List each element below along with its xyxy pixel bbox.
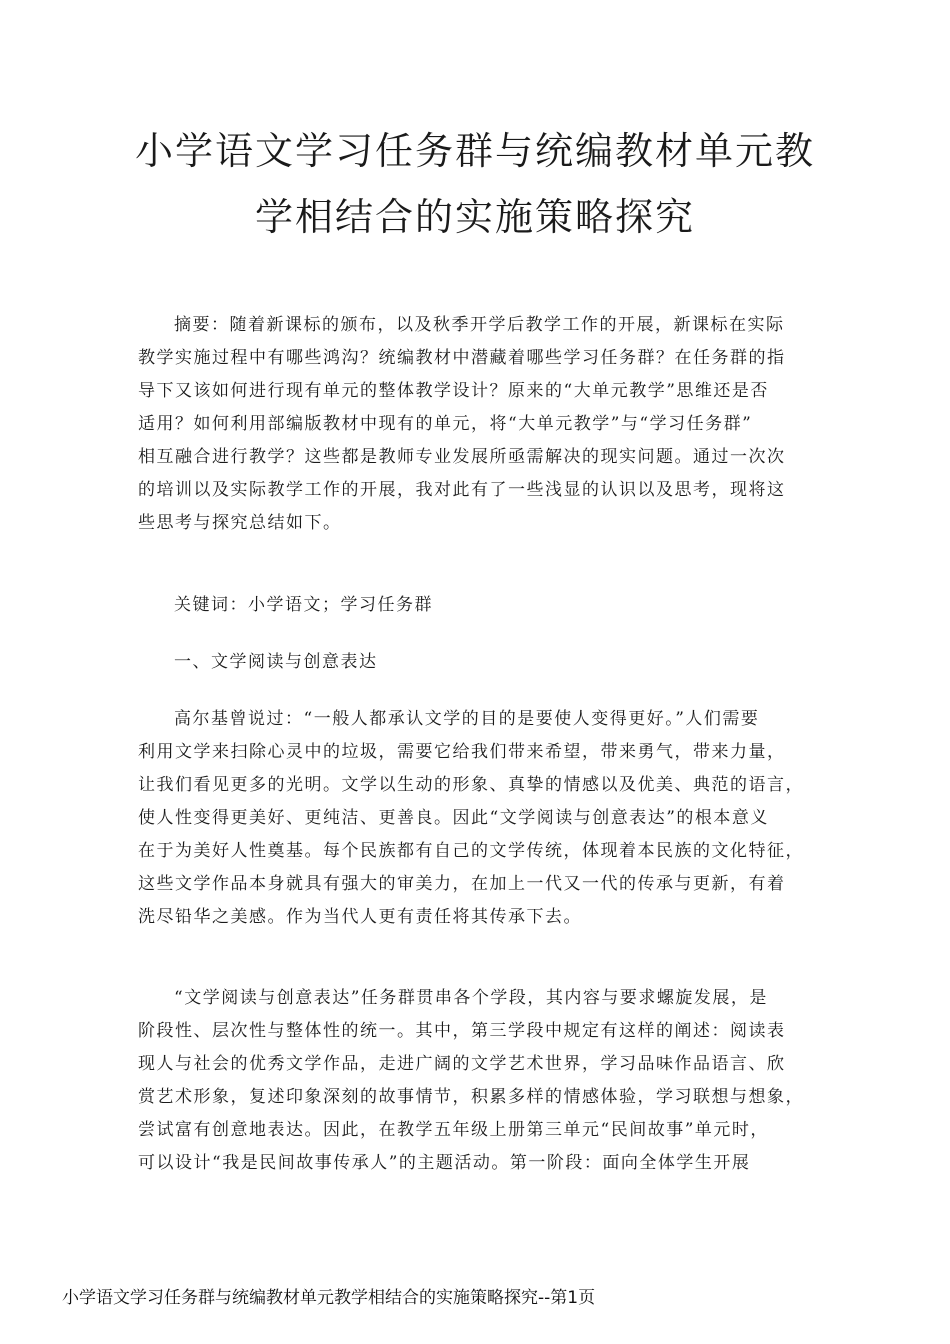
- section-heading-text: 一、文学阅读与创意表达: [174, 652, 378, 672]
- abstract-line: 导下又该如何进行现有单元的整体教学设计？原来的“大单元教学”思维还是否: [138, 381, 769, 401]
- document-title-line-1: 小学语文学习任务群与统编教材单元教: [134, 129, 815, 173]
- paragraph-line: 赏艺术形象，复述印象深刻的故事情节，积累多样的情感体验，学习联想与想象，: [138, 1087, 804, 1107]
- paragraph-line: 尝试富有创意地表达。因此，在教学五年级上册第三单元“民间故事”单元时，: [138, 1120, 769, 1140]
- paragraph-line: 这些文学作品本身就具有强大的审美力，在加上一代又一代的传承与更新，有着: [138, 874, 786, 894]
- paragraph-line: 阶段性、层次性与整体性的统一。其中，第三学段中规定有这样的阐述：阅读表: [138, 1021, 786, 1041]
- keywords-line: 关键词：小学语文；学习任务群: [174, 595, 433, 615]
- paragraph-line: 现人与社会的优秀文学作品，走进广阔的文学艺术世界，学习品味作品语言、欣: [138, 1054, 786, 1074]
- abstract-line: 些思考与探究总结如下。: [138, 513, 342, 533]
- paragraph-line: 可以设计“我是民间故事传承人”的主题活动。第一阶段：面向全体学生开展: [138, 1153, 751, 1173]
- abstract-line: 适用？如何利用部编版教材中现有的单元，将“大单元教学”与“学习任务群”: [138, 414, 753, 434]
- paragraph-line: 使人性变得更美好、更纯洁、更善良。因此“文学阅读与创意表达”的根本意义: [138, 808, 769, 828]
- paragraph-line: 利用文学来扫除心灵中的垃圾，需要它给我们带来希望，带来勇气，带来力量，: [138, 742, 786, 762]
- abstract-line: 的培训以及实际教学工作的开展，我对此有了一些浅显的认识以及思考，现将这: [138, 480, 786, 500]
- paragraph-line: 洗尽铅华之美感。作为当代人更有责任将其传承下去。: [138, 907, 582, 927]
- paragraph-line: “文学阅读与创意表达”任务群贯串各个学段，其内容与要求螺旋发展，是: [174, 988, 768, 1008]
- abstract-line: 摘要：随着新课标的颁布，以及秋季开学后教学工作的开展，新课标在实际: [174, 315, 785, 335]
- paragraph-line: 在于为美好人性奠基。每个民族都有自己的文学传统，体现着本民族的文化特征，: [138, 841, 804, 861]
- paragraph-line: 让我们看见更多的光明。文学以生动的形象、真挚的情感以及优美、典范的语言，: [138, 775, 804, 795]
- paragraph-line: 高尔基曾说过：“一般人都承认文学的目的是要使人变得更好。”人们需要: [174, 709, 760, 729]
- abstract-line: 教学实施过程中有哪些鸿沟？统编教材中潜藏着哪些学习任务群？在任务群的指: [138, 348, 786, 368]
- document-title-line-2: 学相结合的实施策略探究: [254, 195, 695, 239]
- abstract-line: 相互融合进行教学？这些都是教师专业发展所亟需解决的现实问题。通过一次次: [138, 447, 786, 467]
- page-footer: 小学语文学习任务群与统编教材单元教学相结合的实施策略探究--第1页: [62, 1288, 596, 1308]
